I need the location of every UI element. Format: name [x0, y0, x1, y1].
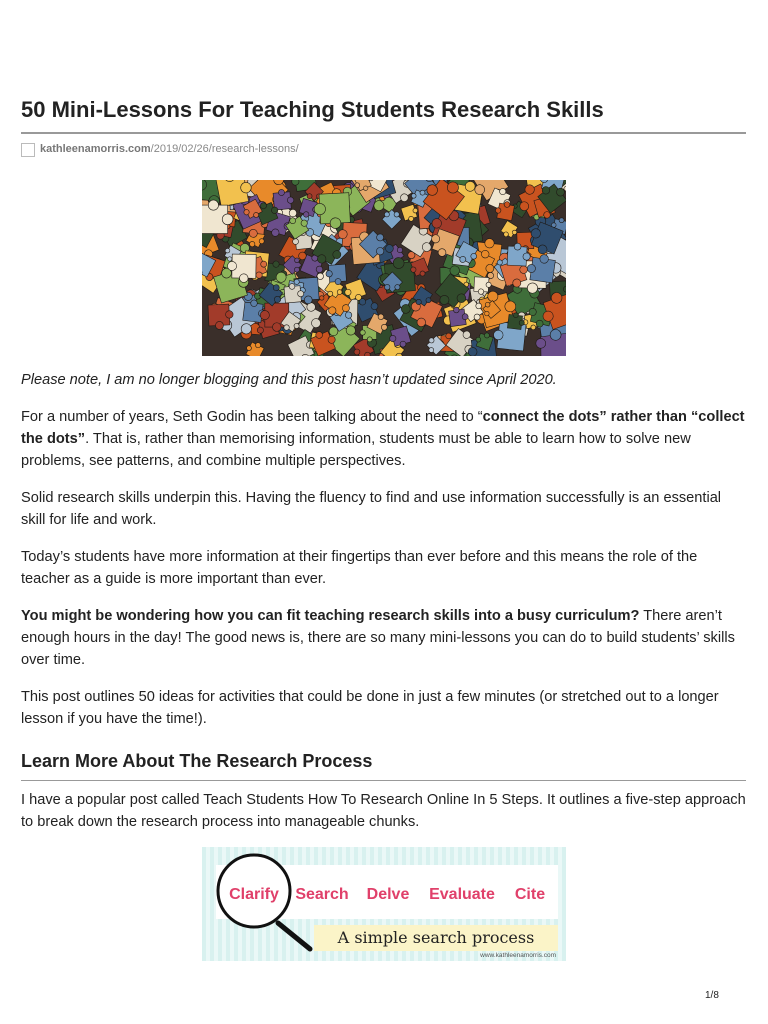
page-number: 1/8	[705, 990, 719, 1001]
step-cite: Cite	[514, 886, 546, 903]
puzzle-pieces-graphic	[202, 180, 566, 356]
p1-bold: connect the dots” rather than “collect the dots”	[21, 409, 745, 447]
process-caption: A simple search process	[337, 928, 535, 947]
p4-rest: There aren’t enough hours in the day! The good news is, there are so many mini-lessons you can do to build students’ skills over time.	[21, 608, 735, 668]
paragraph-curriculum	[21, 605, 746, 671]
section-heading: Learn More About The Research Process	[21, 751, 373, 771]
paragraph-connect-dots	[21, 406, 746, 472]
magnifier-handle	[278, 923, 310, 949]
p1-intro: For a number of years, Seth Godin has been talking about the need to “	[21, 409, 483, 425]
source-url[interactable]	[21, 140, 299, 157]
search-process-graphic	[202, 847, 566, 961]
article-title: 50 Mini-Lessons For Teaching Students Research Skills	[21, 97, 604, 122]
paragraph-information: Today’s students have more information at their fingertips than ever before and this means the role of the teacher as a guide is more important than ever.	[21, 549, 698, 587]
paragraph-research-skills: Solid research skills underpin this. Having the fluency to find and use information successfully is an essential skill for life and work.	[21, 490, 722, 528]
paragraph-outline: This post outlines 50 ideas for activities that could be done in just a few minutes (or stretched out to a longer lesson if you have the time!).	[21, 689, 719, 727]
p4-bold: You might be wondering how you can fit teaching research skills into a busy curriculum?	[21, 608, 640, 624]
title-divider	[21, 132, 746, 134]
step-clarify: Clarify	[229, 886, 279, 903]
favicon-icon	[21, 143, 35, 157]
puzzle-pieces-image	[202, 180, 566, 356]
step-search: Search	[295, 886, 349, 903]
note-paragraph: Please note, I am no longer blogging and this post hasn’t updated since April 2020.	[21, 372, 557, 388]
p1-rest: . That is, rather than memorising information, students must be able to learn how to solve new problems, see patterns, and combine multiple perspectives.	[21, 431, 691, 469]
image-credit: www.kathleenamorris.com	[480, 952, 556, 959]
step-delve: Delve	[366, 886, 410, 903]
section-paragraph: I have a popular post called Teach Students How To Research Online In 5 Steps. It outlines a five-step approach to break down the research process into manageable chunks.	[21, 792, 746, 830]
source-domain[interactable]: kathleenamorris.com	[40, 142, 151, 155]
source-path[interactable]: /2019/02/26/research-lessons/	[150, 142, 299, 155]
search-process-image	[202, 847, 566, 961]
step-evaluate: Evaluate	[429, 886, 495, 903]
section-divider	[21, 780, 746, 781]
